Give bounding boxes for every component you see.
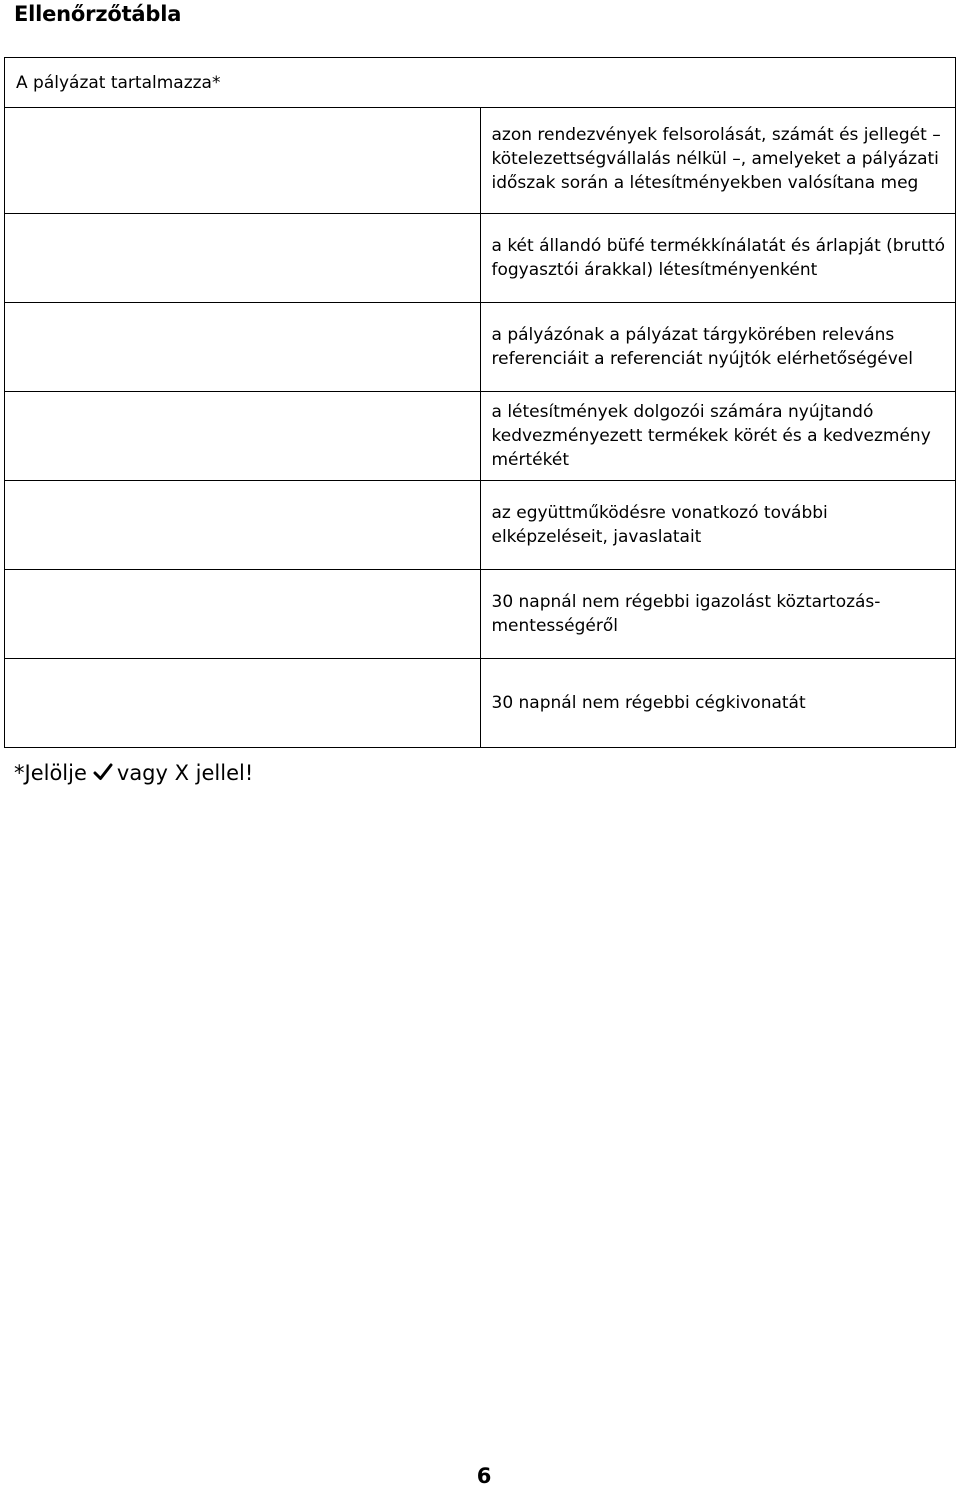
check-cell[interactable]	[5, 659, 481, 748]
item-text: 30 napnál nem régebbi igazolást köztartozás-mentességéről	[480, 570, 956, 659]
page-title: Ellenőrzőtábla	[14, 2, 182, 26]
footnote	[14, 759, 253, 787]
check-cell[interactable]	[5, 214, 481, 303]
item-text: a pályázónak a pályázat tárgykörében releváns referenciáit a referenciát nyújtók elérhetőségével	[480, 303, 956, 392]
item-text: a létesítmények dolgozói számára nyújtandó kedvezményezett termékek körét és a kedvezmény mértékét	[480, 392, 956, 481]
item-text: az együttműködésre vonatkozó további elképzeléseit, javaslatait	[480, 481, 956, 570]
item-text: a két állandó büfé termékkínálatát és árlapját (bruttó fogyasztói árakkal) létesítményenként	[480, 214, 956, 303]
table-header-row	[5, 58, 956, 108]
checklist-table	[4, 57, 956, 748]
footnote-suffix: vagy X jellel!	[116, 761, 254, 785]
table-header: A pályázat tartalmazza*	[5, 58, 956, 108]
check-cell[interactable]	[5, 108, 481, 214]
footnote-prefix: *Jelölje	[14, 761, 87, 785]
check-cell[interactable]	[5, 481, 481, 570]
table-row	[5, 303, 956, 392]
table-row	[5, 481, 956, 570]
page-number: 6	[476, 1464, 492, 1488]
table-row	[5, 392, 956, 481]
check-cell[interactable]	[5, 570, 481, 659]
table-row	[5, 659, 956, 748]
table-row	[5, 570, 956, 659]
check-cell[interactable]	[5, 303, 481, 392]
table-row	[5, 108, 956, 214]
item-text: 30 napnál nem régebbi cégkivonatát	[480, 659, 956, 748]
checkmark-icon	[93, 761, 113, 781]
check-cell[interactable]	[5, 392, 481, 481]
item-text: azon rendezvények felsorolását, számát és jellegét – kötelezettségvállalás nélkül –, amelyeket a pályázati időszak során a létesítményekben valósítana meg	[480, 108, 956, 214]
table-row	[5, 214, 956, 303]
